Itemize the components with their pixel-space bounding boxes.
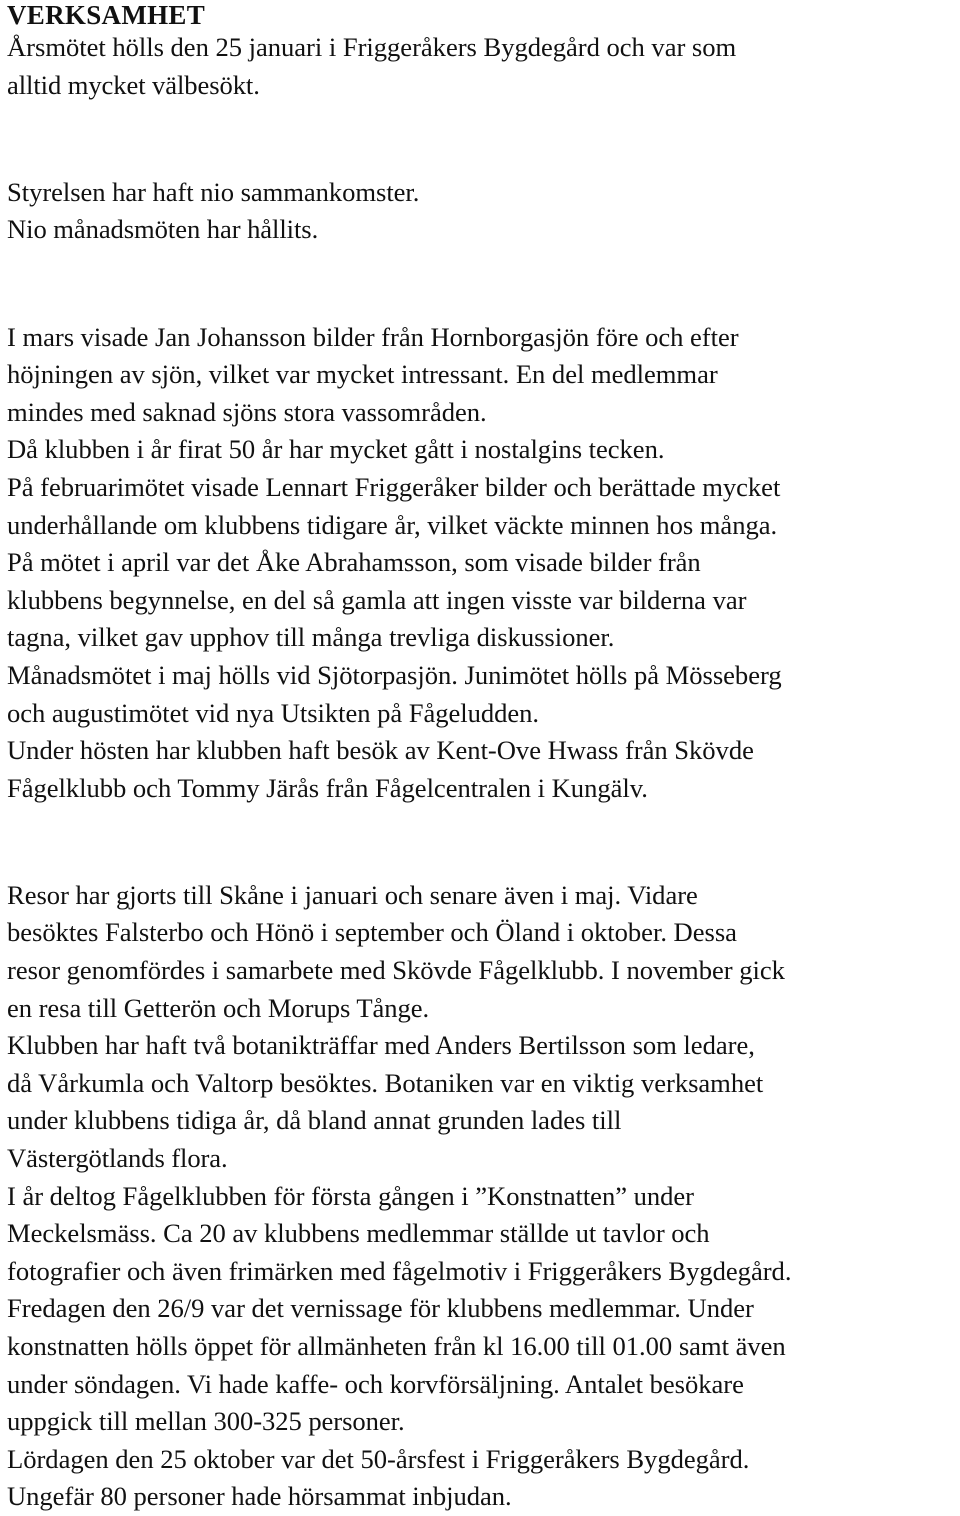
blank-line bbox=[7, 120, 957, 158]
blank-line bbox=[7, 265, 957, 303]
text-line: under klubbens tidiga år, då bland annat grunden lades till bbox=[7, 1105, 622, 1136]
text-line: Månadsmötet i maj hölls vid Sjötorpasjön. Junimötet hölls på Mösseberg bbox=[7, 659, 782, 690]
text-line: höjningen av sjön, vilket var mycket intressant. En del medlemmar bbox=[7, 359, 718, 390]
text-line: Klubben har haft två botanikträffar med Anders Bertilsson som ledare, bbox=[7, 1030, 755, 1061]
text-line: och augustimötet vid nya Utsikten på Fågeludden. bbox=[7, 697, 539, 728]
text-line: Styrelsen har haft nio sammankomster. bbox=[7, 176, 420, 207]
text-line: då Vårkumla och Valtorp besöktes. Botaniken var en viktig verksamhet bbox=[7, 1067, 764, 1098]
text-line: klubbens begynnelse, en del så gamla att ingen visste var bilderna var bbox=[7, 584, 747, 615]
text-line: konstnatten hölls öppet för allmänheten från kl 16.00 till 01.00 samt även bbox=[7, 1331, 786, 1361]
text-line: en resa till Getterön och Morups Tånge. bbox=[7, 992, 430, 1023]
text-line: Västergötlands flora. bbox=[7, 1143, 228, 1174]
text-line: Meckelsmäss. Ca 20 av klubbens medlemmar ställde ut tavlor och bbox=[7, 1218, 710, 1249]
text-line: under söndagen. Vi hade kaffe- och korvförsäljning. Antalet besökare bbox=[7, 1368, 744, 1399]
blank-line bbox=[7, 823, 957, 861]
text-line: mindes med saknad sjöns stora vassområden. bbox=[7, 396, 487, 427]
text-line: Ungefär 80 personer hade hörsammat inbjudan. bbox=[7, 1481, 512, 1512]
text-line: alltid mycket välbesökt. bbox=[7, 69, 260, 100]
text-line: Lördagen den 25 oktober var det 50-årsfest i Friggeråkers Bygdegård. bbox=[7, 1443, 750, 1474]
text-line: I år deltog Fågelklubben för första gången i ”Konstnatten” under bbox=[7, 1180, 694, 1211]
section-heading: VERKSAMHET bbox=[7, 0, 206, 30]
text-line: Resor har gjorts till Skåne i januari och senare även i maj. Vidare bbox=[7, 879, 698, 910]
text-line: uppgick till mellan 300-325 personer. bbox=[7, 1406, 405, 1437]
document-page bbox=[7, 0, 957, 1516]
text-line: Nio månadsmöten har hållits. bbox=[7, 214, 319, 245]
text-line: fotografier och även frimärken med fågelmotiv i Friggeråkers Bygdegård. bbox=[7, 1255, 792, 1286]
text-line: Under hösten har klubben haft besök av Kent-Ove Hwass från Skövde bbox=[7, 735, 754, 766]
text-line: resor genomfördes i samarbete med Skövde Fågelklubb. I november gick bbox=[7, 955, 785, 986]
text-line: underhållande om klubbens tidigare år, vilket väckte minnen hos många. bbox=[7, 509, 778, 540]
text-line: Fredagen den 26/9 var det vernissage för klubbens medlemmar. Under bbox=[7, 1293, 754, 1324]
text-line: Årsmötet hölls den 25 januari i Friggeråkers Bygdegård och var som bbox=[7, 32, 737, 62]
text-line: Då klubben i år firat 50 år har mycket gått i nostalgins tecken. bbox=[7, 434, 665, 465]
text-line: På mötet i april var det Åke Abrahamsson, som visade bilder från bbox=[7, 547, 701, 578]
text-line: Fågelklubb och Tommy Järås från Fågelcentralen i Kungälv. bbox=[7, 772, 648, 803]
text-line: På februarimötet visade Lennart Friggeråker bilder och berättade mycket bbox=[7, 471, 781, 502]
text-line: besöktes Falsterbo och Hönö i september och Öland i oktober. Dessa bbox=[7, 917, 737, 948]
document-body bbox=[7, 29, 957, 1516]
text-line: tagna, vilket gav upphov till många trevliga diskussioner. bbox=[7, 622, 615, 653]
text-line: I mars visade Jan Johansson bilder från Hornborgasjön före och efter bbox=[7, 321, 739, 352]
